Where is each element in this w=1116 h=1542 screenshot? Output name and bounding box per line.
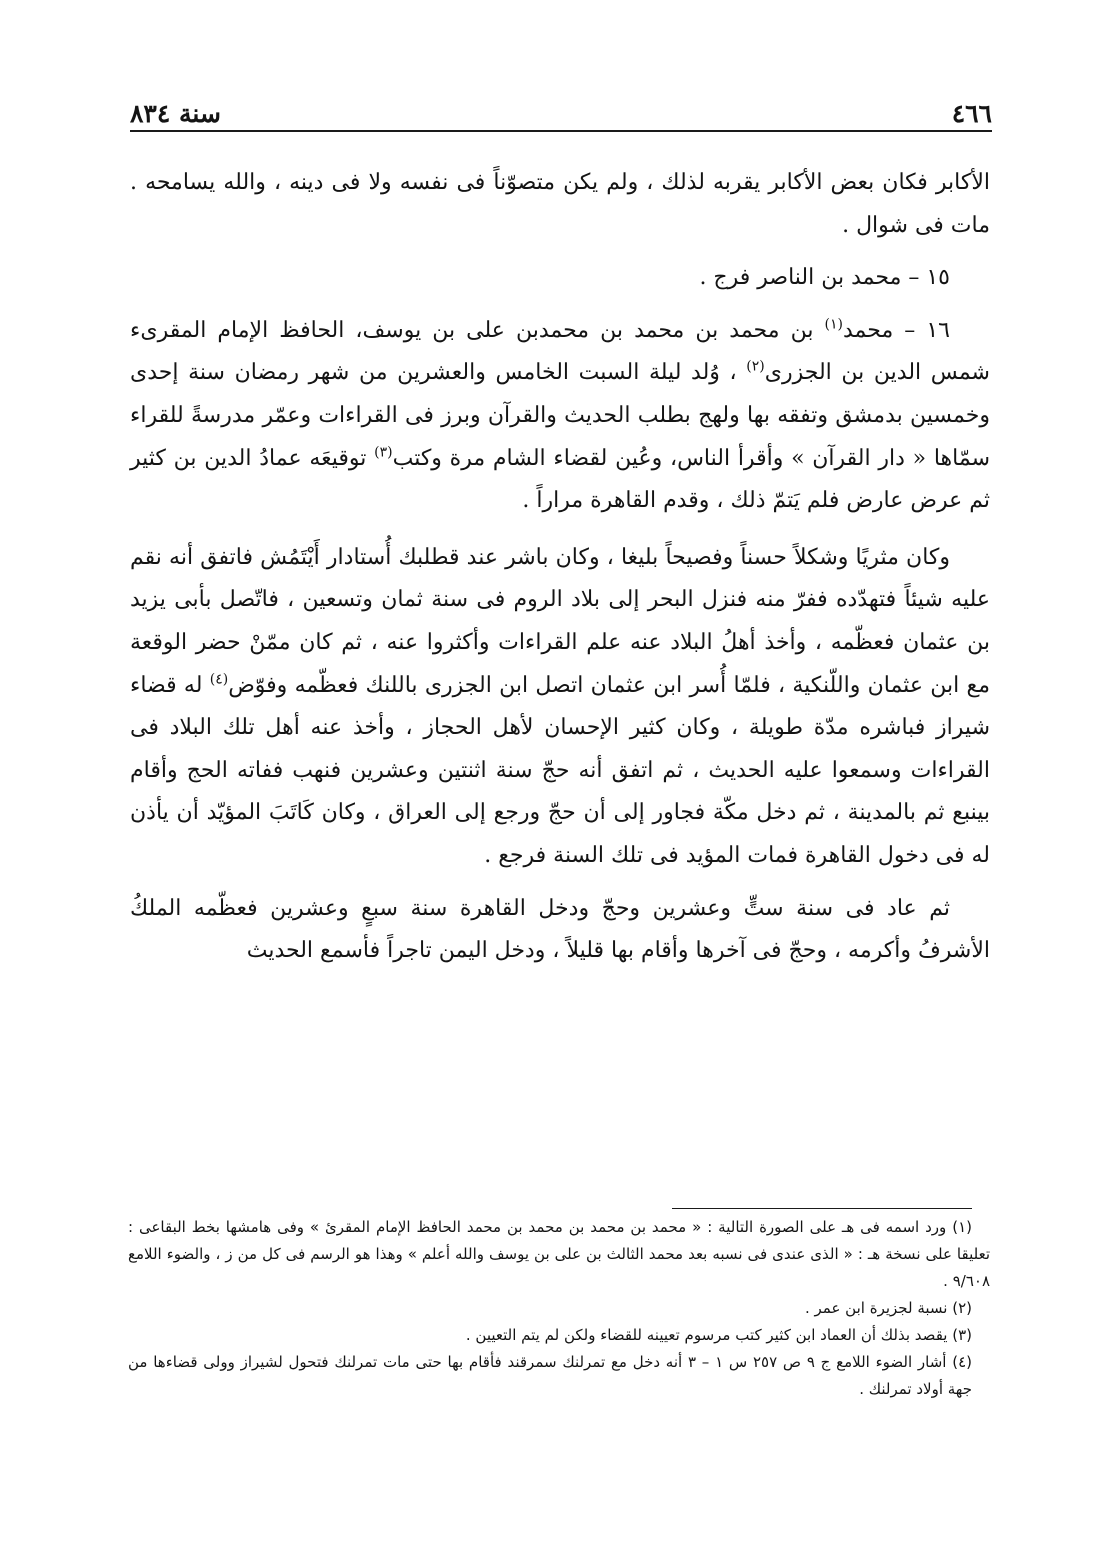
year-label: سنة ٨٣٤: [130, 99, 221, 128]
footnote-mark-4[interactable]: (٤): [209, 671, 229, 688]
header-rule: [130, 130, 992, 132]
entry-16-text-c: توقيعَه عمادُ الدين بن كثير ثم عرض عارض فلم يَتمّ ذلك ، وقدم القاهرة مراراً .: [130, 445, 990, 514]
paragraph-4-text-a: وكان مثريًا وشكلاً حسناً وفصيحاً بليغا ، وكان باشر عند قطلبك أُستادار أَيْتَمُش فاتفق أنه نقم عليه شيئاً فتهدّده ففرّ منه فنزل البحر إلى بلاد الروم فى سنة ثمان وتسعين ، فاتّصل بأبى يزيد بن عثمان فعظّمه ، وأخذ أهلُ البلاد عنه علم القراءات وأكثروا عنه ، ثم كان ممّنْ حضر الوقعة مع ابن عثمان واللّنكية ، فلمّا أُسر ابن عثمان اتصل ابن الجزرى باللنك فعظّمه وفوّض: [130, 544, 990, 698]
entry-16-text-b: ، وُلد ليلة السبت الخامس والعشرين من شهر رمضان سنة إحدى وخمسين بدمشق وتفقه بها ولهج بطلب الحديث والقرآن وبرز فى القراءات وعمّر مدرسةً للقراء سمّاها « دار القرآن » وأقرأ الناس، وعُين لقضاء الشام مرة وكتب: [130, 360, 991, 471]
entry-15: ١٥ – محمد بن الناصر فرج .: [699, 265, 950, 291]
footnote-rule: [672, 1208, 972, 1209]
page-header: [130, 88, 992, 128]
paragraph-4-text-b: له قضاء شيراز فباشره مدّة طويلة ، وكان كثير الإحسان لأهل الحجاز ، وأخذ عنه أهل تلك البلاد فى القراءات وسمعوا عليه الحديث ، ثم اتفق أنه حجّ سنة اثنتين وعشرين فنهب ففاته الحج وأقام بينبع ثم بالمدينة ، ثم دخل مكّة فجاور إلى أن حجّ ورجع إلى العراق ، وكان كَاتَبَ المؤيّد أن يأذن له فى دخول القاهرة فمات المؤيد فى تلك السنة فرجع .: [130, 672, 990, 868]
page-number: ٤٦٦: [951, 99, 992, 128]
footnote-2: (٢) نسبة لجزيرة ابن عمر .: [804, 1299, 972, 1317]
paragraph-1: الأكابر فكان بعض الأكابر يقربه لذلك ، ولم يكن متصوّناً فى نفسه ولا فى دينه ، والله يسامحه . مات فى شوال .: [130, 170, 990, 238]
main-text: [130, 162, 990, 973]
footnotes: [128, 1214, 990, 1403]
entry-16: [130, 310, 990, 523]
entry-16-heading: ١٦ – محمد: [843, 317, 950, 343]
footnote-4: (٤) أشار الضوء اللامع ج ٩ ص ٢٥٧ س ١ – ٣ أنه دخل مع تمرلنك سمرقند فأقام بها حتى مات تمرلنك فتحول لشيراز وولى قضاءها من جهة أولاد تمرلنك .: [128, 1353, 972, 1398]
footnote-3: (٣) يقصد بذلك أن العماد ابن كثير كتب مرسوم تعيينه للقضاء ولكن لم يتم التعيين .: [465, 1326, 972, 1344]
footnote-mark-2[interactable]: (٢): [746, 359, 765, 376]
footnote-mark-3[interactable]: (٣): [374, 444, 393, 461]
paragraph-5: ثم عاد فى سنة ستٍّ وعشرين وحجّ ودخل القاهرة سنة سبعٍ وعشرين فعظّمه الملكُ الأشرفُ وأكرمه ، وحجّ فى آخرها وأقام بها قليلاً ، ودخل اليمن تاجراً فأسمع الحديث: [130, 895, 990, 964]
footnote-1: (١) ورد اسمه فى هـ على الصورة التالية : « محمد بن محمد بن محمد بن محمد الحافظ الإمام المقرئ » وفى هامشها بخط البقاعى : تعليقا على نسخة هـ : « الذى عندى فى نسبه بعد محمد الثالث بن على بن يوسف والله أعلم » وهذا هو الرسم فى كل من ز ، والضوء اللامع ٩/٦٠٨ .: [128, 1218, 990, 1290]
entry-16-text-a: بن محمد بن محمد بن محمدبن على بن يوسف، الحافظ الإمام المقرىء شمس الدين بن الجزرى: [130, 317, 990, 386]
paragraph-4: [130, 537, 990, 878]
footnote-mark-1[interactable]: (١): [824, 316, 843, 333]
